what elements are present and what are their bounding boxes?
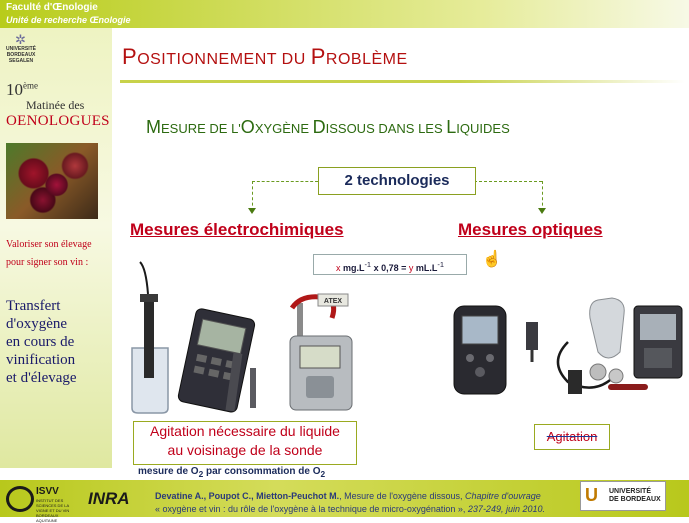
agitation-optic-box: Agitation xyxy=(534,424,610,450)
mesure-note xyxy=(138,466,325,479)
university-star-icon: ✲ xyxy=(15,32,26,47)
formula-x: x xyxy=(335,263,341,273)
connector-right-v xyxy=(542,181,543,211)
formula-exp: -1 xyxy=(364,260,372,269)
electro-heading: Mesures électrochimiques xyxy=(130,220,344,239)
atex-label: ATEX xyxy=(323,298,343,305)
universite-bordeaux-logo xyxy=(580,481,666,511)
subtitle-rest: ISSOUS DANS LES xyxy=(325,121,447,136)
formula-y: y xyxy=(408,263,414,273)
ub-mark-icon: U xyxy=(585,485,598,505)
oenologues-label: OENOLOGUES xyxy=(6,113,110,129)
title-cap: P xyxy=(310,44,326,69)
arrow-down-icon xyxy=(248,208,256,214)
valoriser-line1: Valoriser son élevage xyxy=(6,239,92,250)
mesure-note-b: par consommation de O xyxy=(203,466,321,477)
ub-line1: UNIVERSITÉ xyxy=(609,488,652,495)
hand-pointer-icon[interactable]: ☝ xyxy=(482,251,502,268)
transfert-line: Transfert xyxy=(6,298,61,314)
valoriser-line2: pour signer son vin : xyxy=(6,257,89,268)
matinee-number: 10 xyxy=(6,80,23,99)
mesure-note-a: mesure de O xyxy=(138,466,199,477)
header-bar xyxy=(0,0,689,28)
agitation-electro-line2: au voisinage de la sonde xyxy=(167,442,323,458)
isvv-title: ISVV xyxy=(36,486,59,497)
isvv-logo-icon xyxy=(6,486,34,512)
mesure-note-sub: 2 xyxy=(198,469,204,479)
ub-line2: DE BORDEAUX xyxy=(609,496,661,503)
formula-unit: mL.L xyxy=(413,263,438,273)
matinee-text: Matinée des xyxy=(26,98,85,112)
technologies-box: 2 technologies xyxy=(318,167,476,195)
university-logo xyxy=(4,32,38,68)
subtitle-cap: O xyxy=(240,117,255,137)
ref-chapter: Chapitre d'ouvrage xyxy=(464,491,541,501)
transfert-line: en cours de xyxy=(6,334,75,350)
unit-label: Unité de recherche Œnologie xyxy=(6,15,131,25)
transfert-text xyxy=(6,297,77,387)
reference-citation xyxy=(155,490,575,516)
ref-pages: 237-249, juin 2010. xyxy=(467,504,545,514)
transfert-line: vinification xyxy=(6,352,76,368)
mesure-note-sub: 2 xyxy=(320,469,326,479)
formula-mid: x 0,78 = xyxy=(371,263,409,273)
formula-unit: mg.L xyxy=(340,263,365,273)
slide-title xyxy=(122,44,408,70)
subtitle-cap: M xyxy=(146,117,161,137)
slide-subtitle xyxy=(146,117,510,138)
isvv-sub: INSTITUT DES SCIENCES DE LA VIGNE ET DU VIN BORDEAUX AQUITAINE xyxy=(36,498,70,523)
subtitle-rest: IQUIDES xyxy=(456,121,510,136)
matinee-block xyxy=(6,80,110,130)
connector-right-h xyxy=(474,181,542,182)
valoriser-text xyxy=(6,236,92,272)
ref-text: « oxygène et vin : du rôle de l'oxygène à la technique de micro-oxygénation », xyxy=(155,504,468,514)
subtitle-cap: L xyxy=(446,117,457,137)
subtitle-cap: D xyxy=(312,117,326,137)
agitation-electro-line1: Agitation nécessaire du liquide xyxy=(150,423,340,439)
title-rest: OSITIONNEMENT DU xyxy=(137,51,311,68)
faculty-label: Faculté d'Œnologie xyxy=(6,2,98,13)
matinee-sup: ème xyxy=(23,80,38,91)
agitation-electro-box xyxy=(133,421,357,465)
transfert-line: d'oxygène xyxy=(6,316,68,332)
subtitle-rest: XYGÈNE xyxy=(254,121,313,136)
ub-text xyxy=(609,488,661,504)
subtitle-rest: ESURE DE L' xyxy=(161,121,241,136)
transfert-line: et d'élevage xyxy=(6,370,77,386)
optic-heading: Mesures optiques xyxy=(458,220,603,239)
university-logo-text: UNIVERSITÉ BORDEAUX SEGALEN xyxy=(5,46,36,64)
ref-text: , Mesure de l'oxygène dissous, xyxy=(339,491,465,501)
formula-exp: -1 xyxy=(437,260,445,269)
title-cap: P xyxy=(122,44,138,69)
title-rest: ROBLÈME xyxy=(325,51,408,68)
electrochemical-devices-photo xyxy=(122,258,372,416)
connector-left-h xyxy=(252,181,318,182)
optical-devices-photo xyxy=(448,292,688,404)
title-underline xyxy=(120,80,685,83)
grape-photo xyxy=(6,143,98,219)
ref-authors: Devatine A., Poupot C., Mietton-Peuchot M. xyxy=(155,491,340,501)
arrow-down-icon xyxy=(538,208,546,214)
connector-left-v xyxy=(252,181,253,211)
inra-logo: INRA xyxy=(88,489,130,508)
